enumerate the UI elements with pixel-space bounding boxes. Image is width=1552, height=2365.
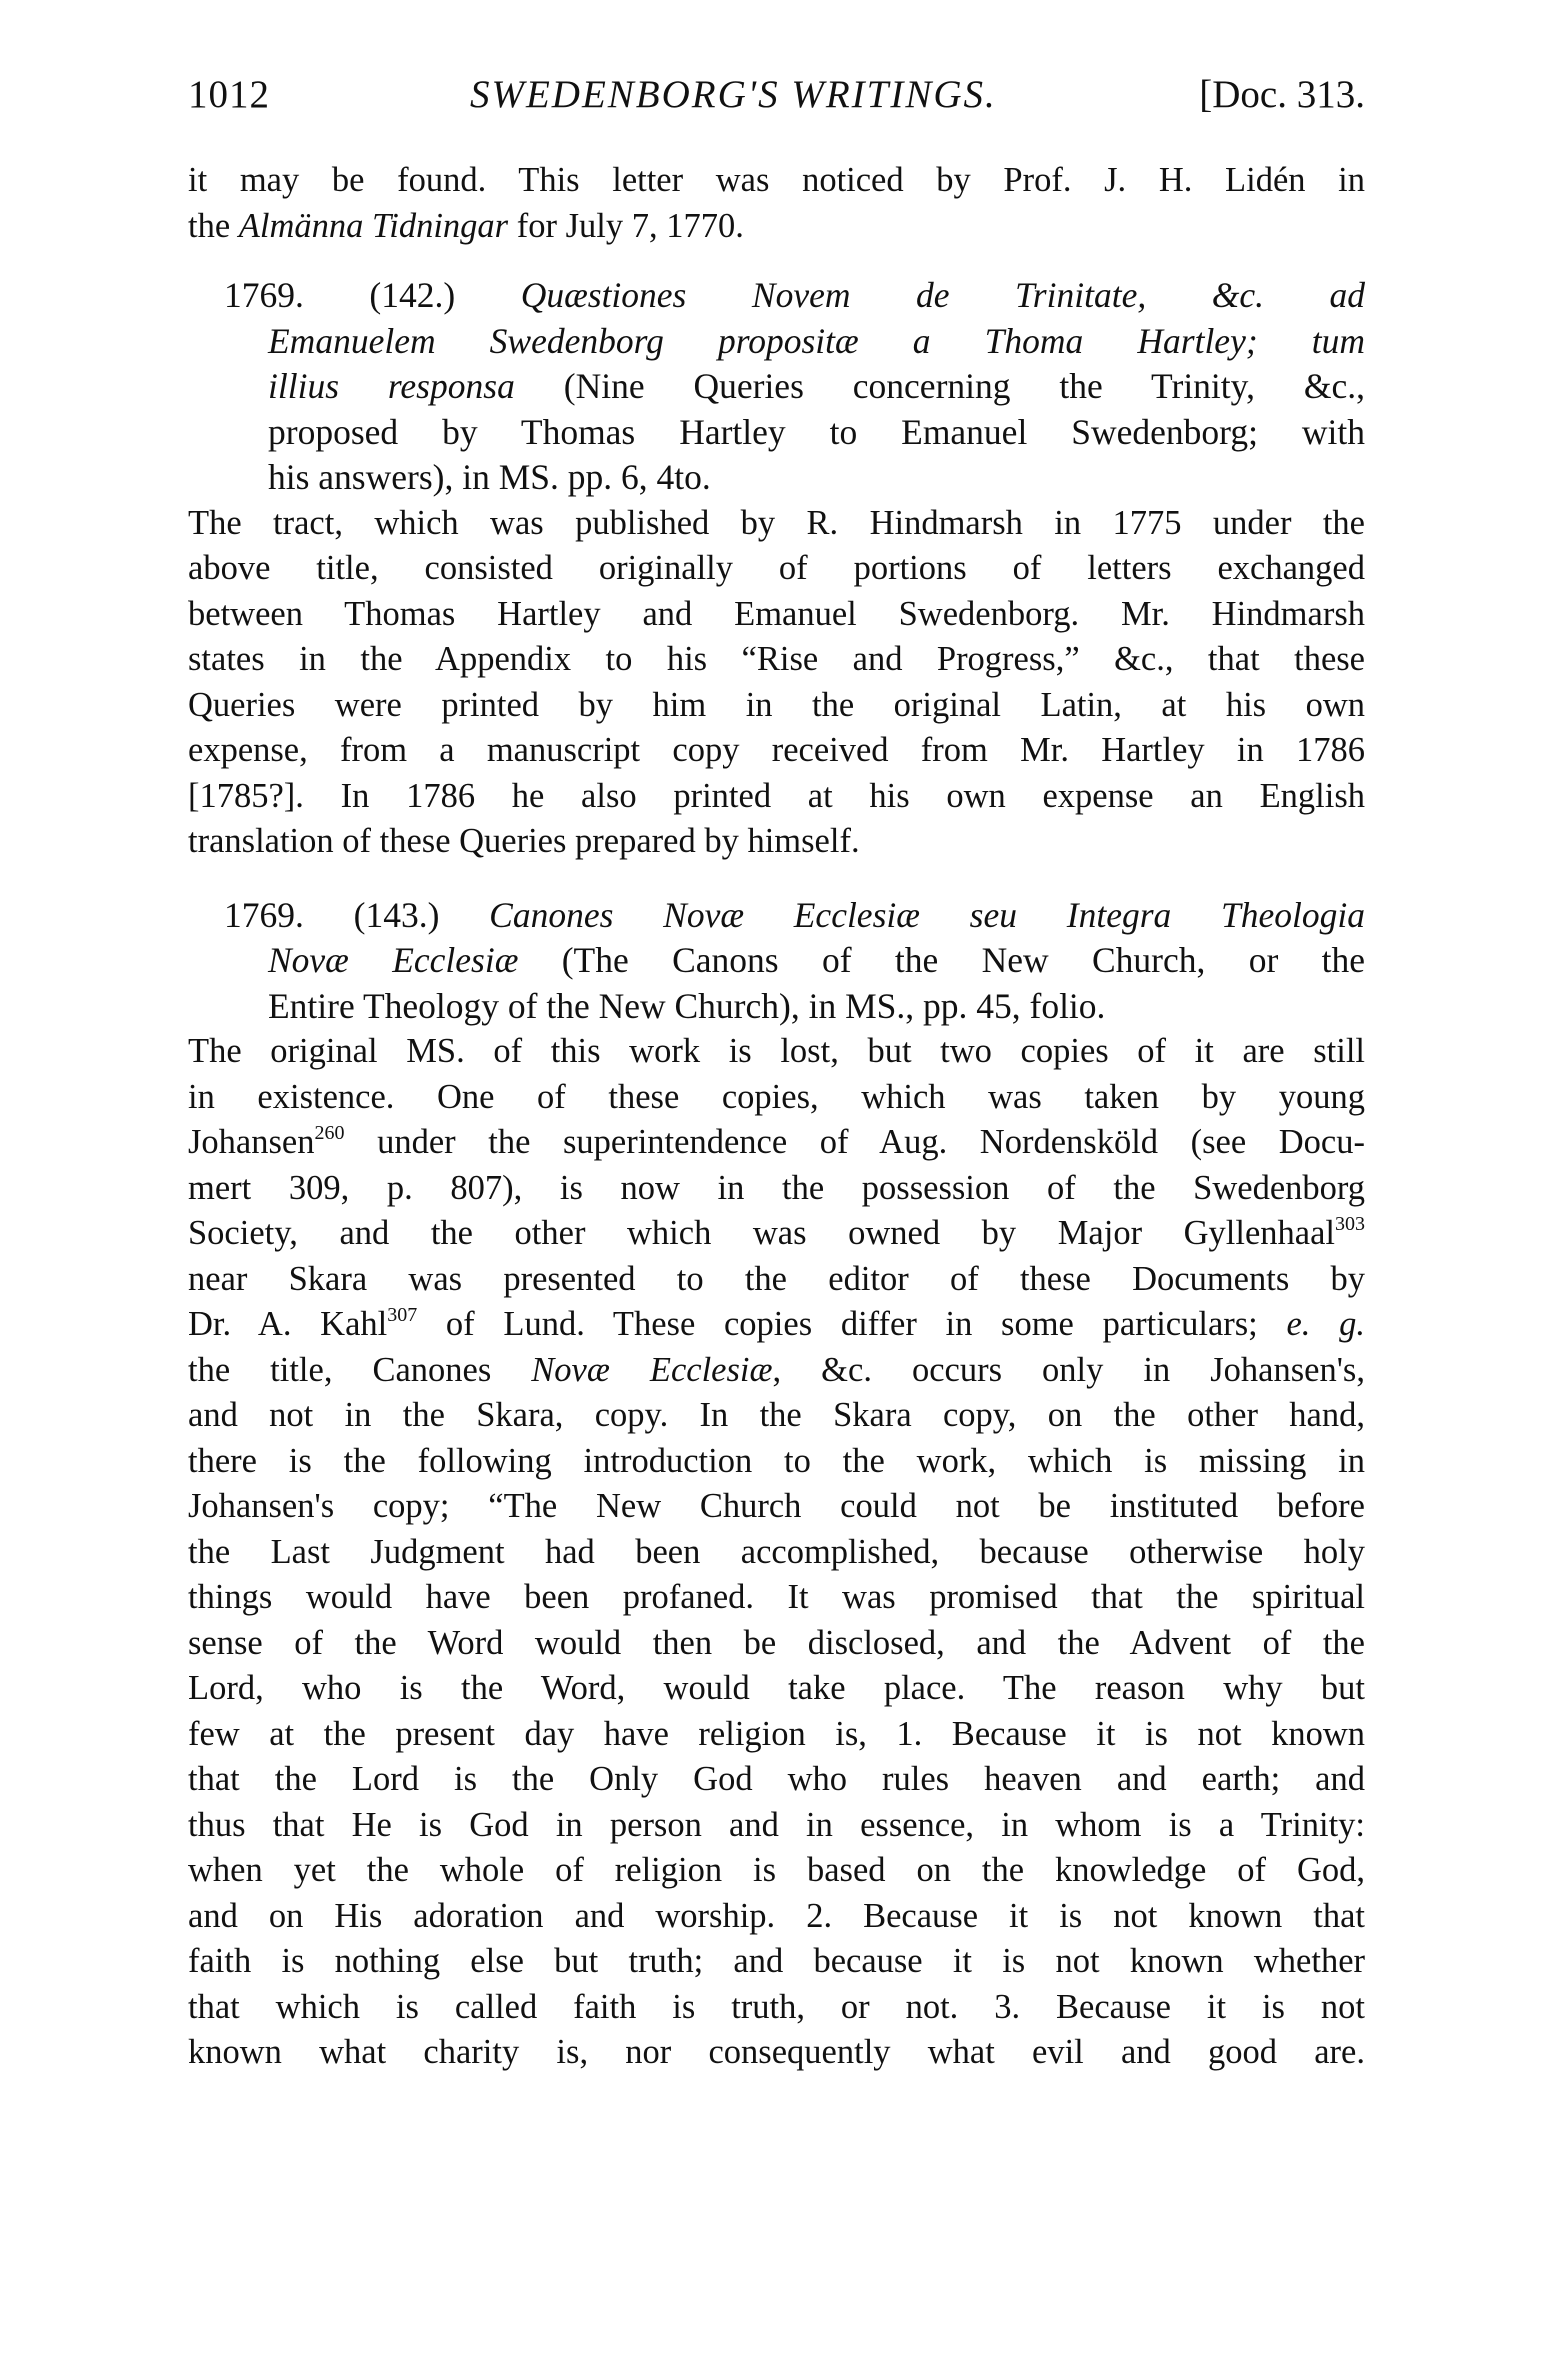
- text-line: and on His adoration and worship. 2. Because it is not known that: [188, 1896, 1365, 1935]
- text-line: The original MS. of this work is lost, but two copies of it are still: [188, 1032, 1365, 1070]
- entry-heading-line: 1769. (142.) Quæstiones Novem de Trinitate, &c. ad: [224, 275, 1365, 315]
- entry-heading-line: 1769. (143.) Canones Novæ Ecclesiæ seu Integra Theologia: [224, 894, 1365, 935]
- text-line: Johansen's copy; “The New Church could not be instituted before: [188, 1487, 1365, 1525]
- document-reference: [Doc. 313.: [1199, 73, 1365, 116]
- entry-143-description: [188, 1029, 1365, 2076]
- text-line: expense, from a manuscript copy received from Mr. Hartley in 1786: [188, 731, 1365, 769]
- text-line: Dr. A. Kahl$^{307}$ of Lund. These copies differ in some particulars; e. g.: [188, 1304, 1365, 1343]
- text-line: the title, Canones Novæ Ecclesiæ, &c. occurs only in Johansen's,: [188, 1350, 1365, 1389]
- text-line: faith is nothing else but truth; and because it is not known whether: [188, 1942, 1365, 1980]
- text-line: that the Lord is the Only God who rules heaven and earth; and: [188, 1760, 1365, 1798]
- text-line: Queries were printed by him in the original Latin, at his own: [188, 685, 1365, 724]
- text-line: between Thomas Hartley and Emanuel Swedenborg. Mr. Hindmarsh: [188, 594, 1365, 633]
- text-line: there is the following introduction to the work, which is missing in: [188, 1441, 1365, 1480]
- text-line: and not in the Skara, copy. In the Skara copy, on the other hand,: [188, 1396, 1365, 1434]
- text-line: The tract, which was published by R. Hindmarsh in 1775 under the: [188, 503, 1365, 542]
- text-line: few at the present day have religion is, 1. Because it is not known: [188, 1714, 1365, 1753]
- text-line: translation of these Queries prepared by himself.: [188, 822, 860, 860]
- text-line: it may be found. This letter was noticed by Prof. J. H. Lidén in: [188, 161, 1365, 199]
- text-line: the Almänna Tidningar for July 7, 1770.: [188, 206, 744, 245]
- entry-heading-line: Entire Theology of the New Church), in MS., pp. 45, folio.: [268, 985, 1106, 1026]
- entry-heading-line: his answers), in MS. pp. 6, 4to.: [268, 457, 711, 497]
- running-title: SWEDENBORG'S WRITINGS.: [470, 73, 997, 116]
- text-line: when yet the whole of religion is based on the knowledge of God,: [188, 1851, 1365, 1889]
- entry-heading-line: Emanuelem Swedenborg propositæ a Thoma Hartley; tum: [268, 320, 1365, 361]
- page-body: [188, 158, 1365, 2076]
- text-line: above title, consisted originally of portions of letters exchanged: [188, 549, 1365, 587]
- page-number: 1012: [188, 73, 270, 116]
- entry-heading-line: illius responsa (Nine Queries concerning the Trinity, &c.,: [268, 366, 1366, 406]
- entry-heading-line: Novæ Ecclesiæ (The Canons of the New Church, or the: [268, 940, 1365, 980]
- entry-heading-line: proposed by Thomas Hartley to Emanuel Swedenborg; with: [268, 411, 1365, 452]
- text-line: in existence. One of these copies, which was taken by young: [188, 1077, 1365, 1116]
- text-line: the Last Judgment had been accomplished, because otherwise holy: [188, 1532, 1365, 1571]
- text-line: things would have been profaned. It was promised that the spiritual: [188, 1578, 1365, 1616]
- text-line: that which is called faith is truth, or not. 3. Because it is not: [188, 1987, 1365, 2026]
- text-line: Johansen$^{260}$ under the superintendence of Aug. Nordensköld (see Docu-: [188, 1122, 1365, 1161]
- text-line: thus that He is God in person and in essence, in whom is a Trinity:: [188, 1805, 1365, 1844]
- text-line: near Skara was presented to the editor of these Documents by: [188, 1259, 1365, 1298]
- text-line: [1785?]. In 1786 he also printed at his own expense an English: [188, 776, 1365, 815]
- page-header: [188, 72, 1365, 132]
- text-line: mert 309, p. 807), is now in the possession of the Swedenborg: [188, 1168, 1365, 1207]
- text-line: Lord, who is the Word, would take place. The reason why but: [188, 1669, 1365, 1707]
- intro-paragraph: [188, 158, 1365, 249]
- text-line: known what charity is, nor consequently what evil and good are.: [188, 2033, 1365, 2071]
- entry-142-heading: [188, 273, 1365, 501]
- text-line: sense of the Word would then be disclosed, and the Advent of the: [188, 1623, 1365, 1662]
- entry-143-heading: [188, 893, 1365, 1030]
- text-line: states in the Appendix to his “Rise and Progress,” &c., that these: [188, 640, 1365, 678]
- text-line: Society, and the other which was owned by Major Gyllenhaal$^{303}$: [188, 1213, 1365, 1252]
- entry-142-description: [188, 501, 1365, 865]
